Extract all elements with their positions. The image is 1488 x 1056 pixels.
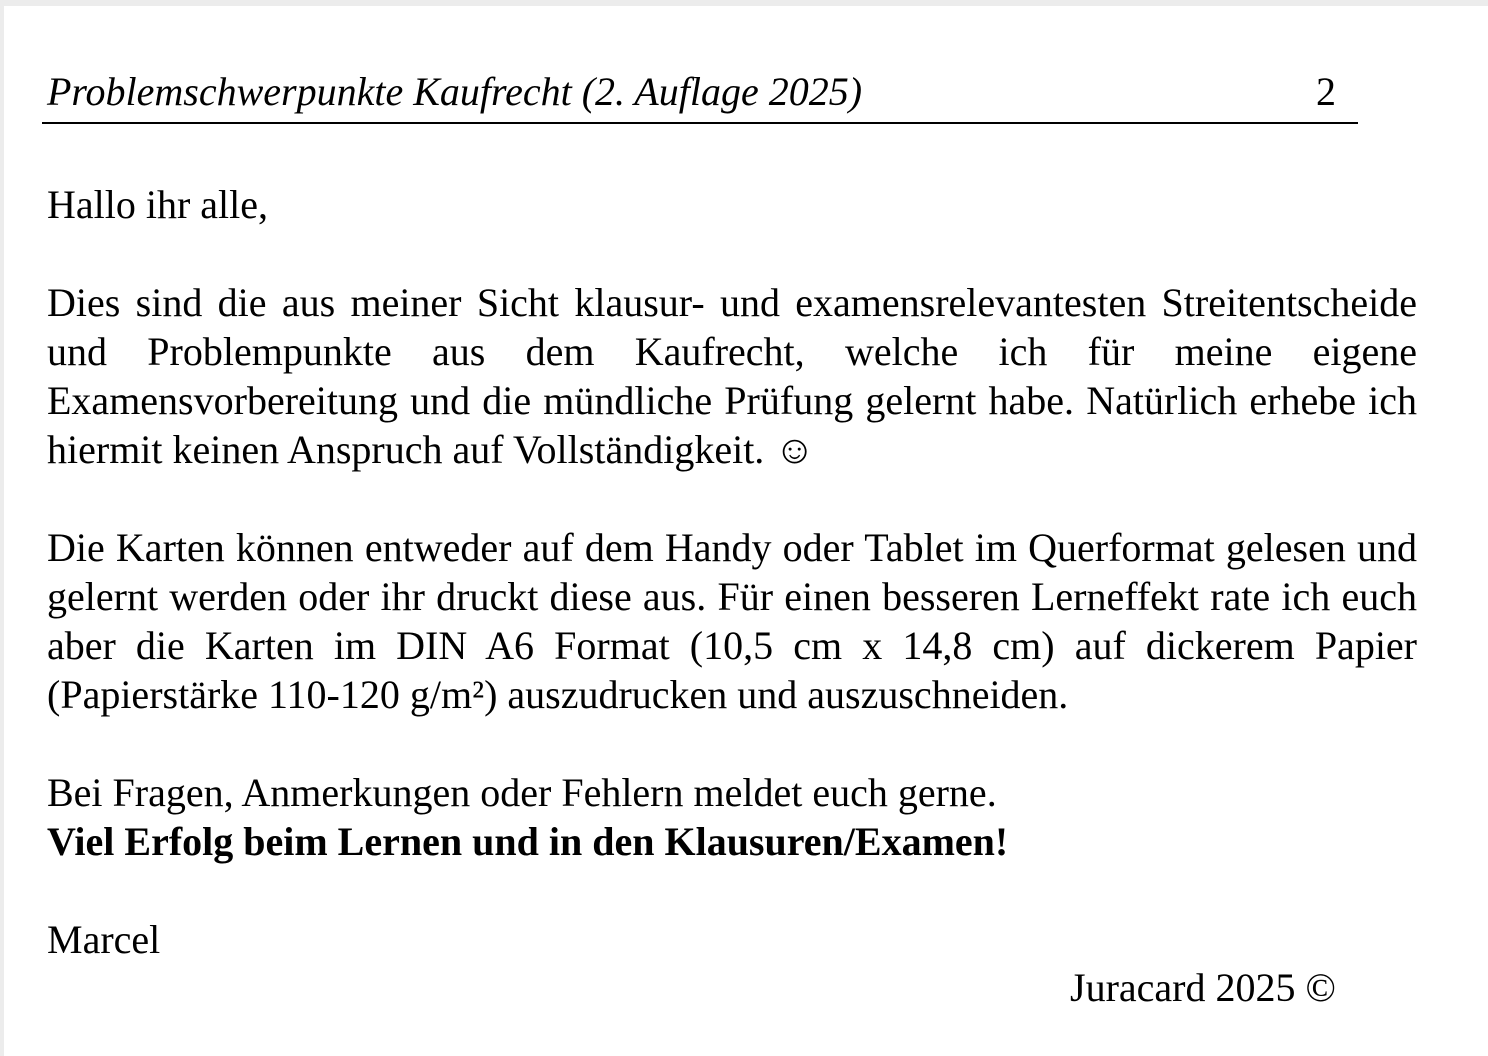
- copyright-footer: Juracard 2025 ©: [1070, 965, 1336, 1010]
- paragraph-spacer: [47, 719, 1417, 768]
- questions-line: Bei Fragen, Anmerkungen oder Fehlern meldet euch gerne.: [47, 770, 997, 815]
- paragraph-spacer: [47, 474, 1417, 523]
- page-number: 2: [1316, 69, 1336, 114]
- usage-paragraph: Die Karten können entweder auf dem Handy oder Tablet im Querformat gelesen und gelernt werden oder ihr druckt diese aus. Für einen besseren Lerneffekt rate ich euch aber die Karten im DIN A6 Format (10,5 cm x 14,8 cm) auf dickerem Papier (Papierstärke 110-120 g/m²) auszudrucken und auszuschneiden.: [47, 525, 1417, 717]
- paragraph-spacer: [47, 866, 1417, 915]
- header-title: Problemschwerpunkte Kaufrecht (2. Auflage 2025): [47, 69, 863, 114]
- intro-paragraph: Dies sind die aus meiner Sicht klausur- und examensrelevantesten Streitentscheide und Problempunkte aus dem Kaufrecht, welche ich für meine eigene Examensvorbereitung und die mündliche Prüfung gelernt habe. Natürlich erhebe ich hiermit keinen Anspruch auf Vollständigkeit. ☺: [47, 280, 1417, 472]
- page-header: [42, 60, 1358, 124]
- signature: Marcel: [47, 917, 161, 962]
- paragraph-spacer: [47, 229, 1417, 278]
- closing-line: Viel Erfolg beim Lernen und in den Klausuren/Examen!: [47, 819, 1009, 864]
- document-page: [4, 6, 1488, 1056]
- letter-body: [47, 180, 1417, 964]
- greeting: Hallo ihr alle,: [47, 182, 269, 227]
